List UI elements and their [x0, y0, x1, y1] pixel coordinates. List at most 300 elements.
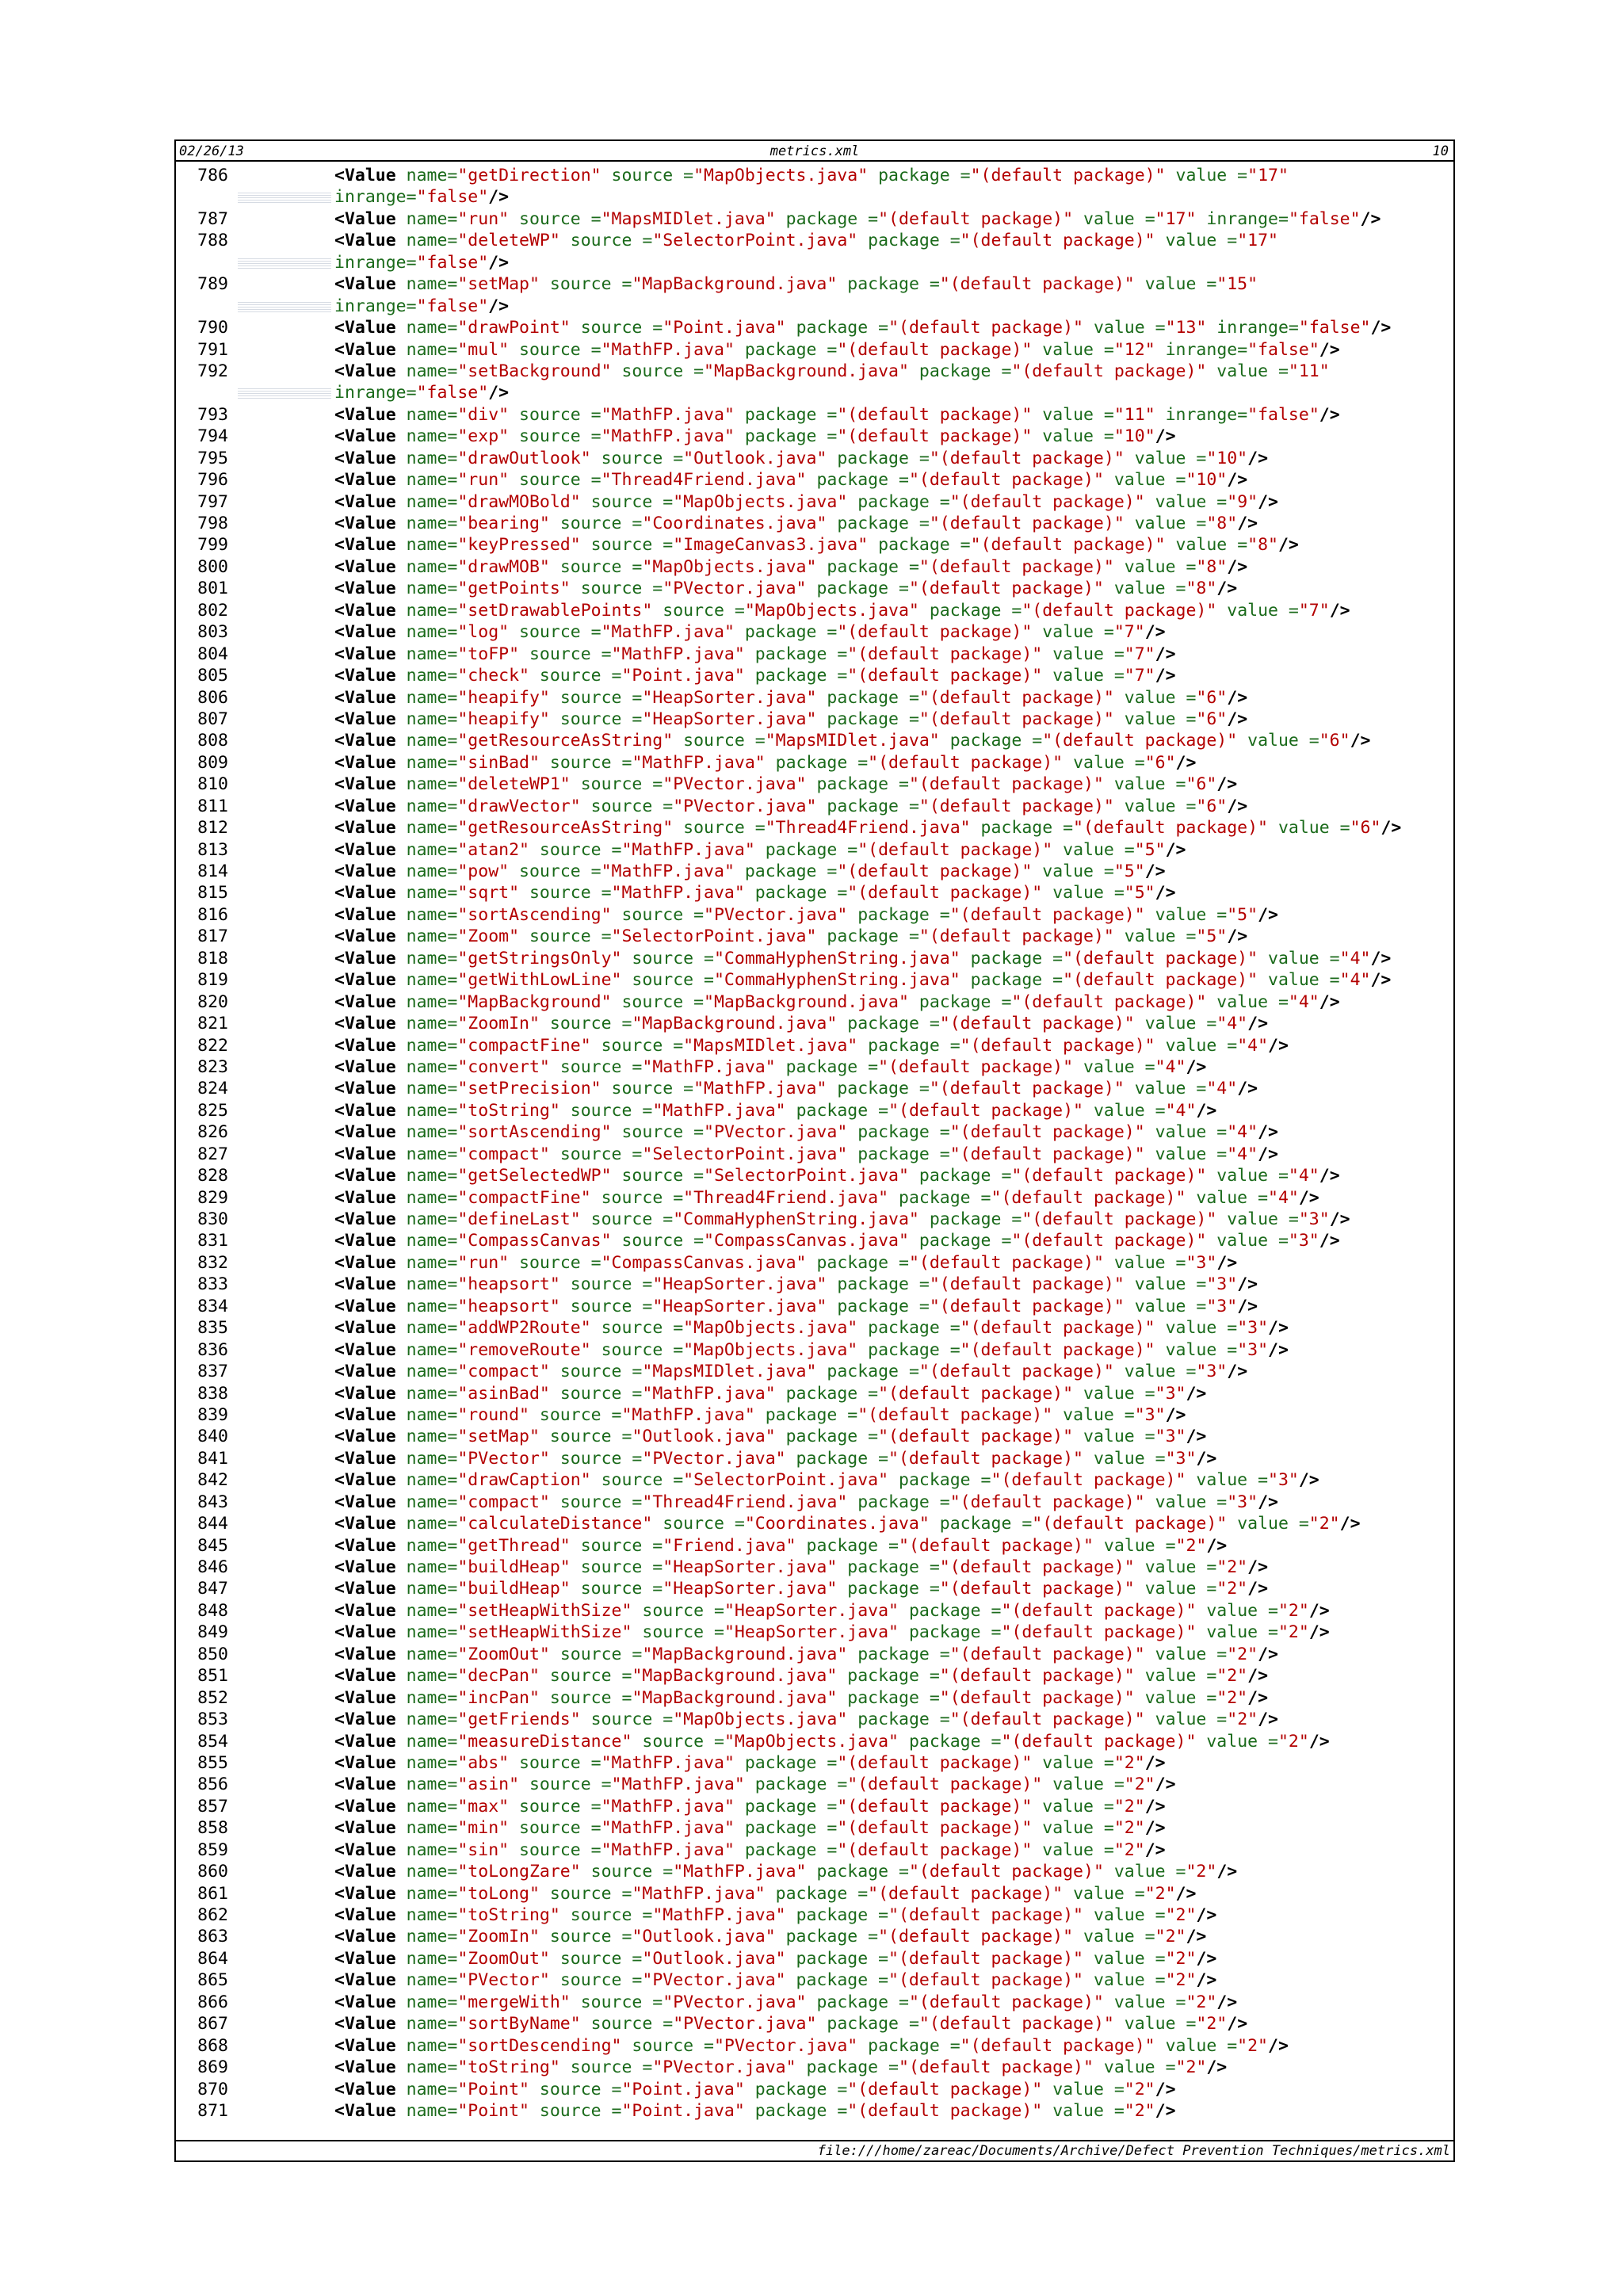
line-number: 868	[197, 2035, 228, 2056]
attr-value-package: "(default package)"	[1011, 361, 1207, 381]
line-content	[334, 361, 1330, 382]
print-date: 02/26/13	[179, 143, 244, 159]
attr-source: source =	[632, 948, 714, 968]
attr-value-source: "SelectorPoint.java"	[642, 1144, 848, 1164]
line-content	[334, 1644, 1278, 1665]
attr-value-name: "drawPoint"	[457, 318, 571, 338]
line-number: 860	[197, 1862, 228, 1882]
attr-value-name: "atan2"	[457, 839, 529, 860]
line-number: 854	[197, 1731, 228, 1752]
line-content	[334, 948, 1391, 969]
attr-name: name=	[406, 491, 458, 512]
attr-value: value =	[1083, 1383, 1155, 1404]
attr-value-value: "3"	[1206, 1274, 1238, 1295]
attr-name: name=	[406, 1122, 458, 1143]
attr-value-value: "2"	[1165, 1905, 1197, 1925]
line-content	[334, 1557, 1268, 1578]
attr-value-value: "2"	[1124, 2100, 1155, 2121]
line-content	[334, 296, 509, 317]
xml-tag: <Value	[334, 861, 396, 881]
xml-tag: <Value	[334, 579, 396, 599]
attr-value-source: "Outlook.java"	[683, 448, 827, 468]
xml-tag-close: />	[1308, 1600, 1330, 1621]
attr-source: source =	[580, 579, 663, 599]
attr-source: source =	[683, 818, 766, 839]
attr-inrange: inrange=	[334, 252, 417, 273]
attr-value-package: "(default package)"	[837, 861, 1033, 881]
line-number: 827	[197, 1144, 228, 1164]
attr-value-value: "12"	[1113, 339, 1155, 360]
attr-value: value =	[1063, 1404, 1135, 1425]
xml-tag: <Value	[334, 1557, 396, 1577]
code-line	[176, 948, 1453, 969]
attr-value: value =	[1124, 796, 1197, 816]
xml-tag-close: />	[1258, 1144, 1278, 1164]
attr-value-source: "Point.java"	[663, 318, 786, 338]
attr-value: value =	[1206, 1600, 1278, 1621]
attr-value-name: "run"	[457, 470, 510, 491]
attr-value-source: "PVector.java"	[713, 2035, 858, 2056]
attr-value: value =	[1144, 1666, 1217, 1687]
attr-source: source =	[519, 208, 601, 229]
code-line	[176, 1013, 1453, 1034]
attr-package: package =	[744, 1796, 838, 1817]
attr-package: package =	[929, 1209, 1022, 1229]
attr-package: package =	[970, 948, 1064, 968]
attr-value-value: "2"	[1144, 1883, 1176, 1904]
attr-value-source: "Outlook.java"	[642, 1948, 786, 1969]
attr-value-package: "(default package)"	[888, 1948, 1083, 1969]
attr-package: package =	[837, 1079, 930, 1099]
attr-value-value: "3"	[1186, 1252, 1217, 1273]
attr-value-package: "(default package)"	[929, 514, 1125, 533]
attr-package: package =	[744, 861, 838, 881]
attr-source: source =	[539, 2100, 622, 2121]
xml-tag-close: />	[1227, 926, 1248, 947]
attr-value-source: "MathFP.java"	[611, 883, 745, 904]
xml-tag: <Value	[334, 1339, 396, 1360]
xml-tag: <Value	[334, 1579, 396, 1599]
attr-source: source =	[549, 752, 632, 773]
attr-value-name: "div"	[457, 404, 510, 425]
attr-package: package =	[918, 1166, 1012, 1186]
line-number: 814	[197, 861, 228, 881]
attr-value: value =	[1216, 991, 1289, 1012]
xml-tag-close: />	[1308, 1622, 1330, 1643]
attr-name: name=	[406, 1296, 458, 1316]
line-number: 848	[197, 1600, 228, 1621]
line-number: 801	[197, 579, 228, 599]
code-line	[176, 426, 1453, 447]
code-line	[176, 2057, 1453, 2078]
attr-value: value =	[1247, 731, 1319, 751]
xml-tag-close: />	[1258, 1492, 1278, 1512]
attr-value: value =	[1103, 1535, 1176, 1556]
attr-source: source =	[663, 1514, 745, 1534]
attr-value-value: "4"	[1237, 1035, 1269, 1056]
line-number: 828	[197, 1166, 228, 1186]
attr-name: name=	[406, 1014, 458, 1034]
attr-value-value: "3"	[1155, 1427, 1186, 1447]
attr-value-value: "8"	[1206, 514, 1238, 533]
attr-package: package =	[754, 2079, 848, 2099]
attr-name: name=	[406, 1948, 458, 1969]
attr-value-source: "MathFP.java"	[642, 1383, 776, 1404]
attr-value-value: "6"	[1196, 796, 1228, 816]
attr-name: name=	[406, 1600, 458, 1621]
xml-tag-close: />	[1268, 2035, 1289, 2056]
code-line-continuation	[176, 296, 1453, 317]
attr-value-value: "10"	[1186, 470, 1228, 491]
attr-value-name: "buildHeap"	[457, 1557, 571, 1577]
attr-package: package =	[796, 318, 889, 338]
code-line	[176, 448, 1453, 469]
line-number: 857	[197, 1796, 228, 1817]
code-line	[176, 1796, 1453, 1817]
attr-value-name: "setHeapWithSize"	[457, 1600, 632, 1621]
xml-tag-close: />	[1196, 1100, 1217, 1121]
attr-name: name=	[406, 2100, 458, 2121]
attr-value-name: "asin"	[457, 1775, 520, 1795]
attr-value-value: "2"	[1186, 1862, 1217, 1882]
xml-tag-close: />	[1227, 709, 1248, 729]
attr-value-source: "MathFP.java"	[673, 1862, 807, 1882]
code-line	[176, 165, 1453, 186]
xml-tag-close: />	[1155, 644, 1176, 664]
attr-name: name=	[406, 1687, 458, 1708]
xml-tag: <Value	[334, 1600, 396, 1621]
attr-value-value: "2"	[1216, 1557, 1248, 1577]
attr-name: name=	[406, 1927, 458, 1947]
attr-value-source: "PVector.java"	[663, 774, 807, 795]
xml-tag-close: />	[1237, 1296, 1258, 1316]
xml-tag-close: />	[1206, 2057, 1228, 2078]
attr-value: value =	[1165, 231, 1238, 251]
attr-value-package: "(default package)"	[1063, 970, 1258, 991]
xml-tag-close: />	[1155, 666, 1176, 686]
attr-value-value: "5"	[1124, 883, 1155, 904]
attr-package: package =	[857, 1492, 950, 1512]
attr-value-inrange: "false"	[416, 187, 489, 208]
attr-value: value =	[1175, 535, 1248, 556]
attr-value: value =	[1206, 1731, 1278, 1752]
code-line	[176, 1078, 1453, 1099]
attr-name: name=	[406, 818, 458, 839]
attr-value-name: "setMap"	[457, 1427, 540, 1447]
attr-source: source =	[559, 709, 643, 729]
attr-value-package: "(default package)"	[878, 1056, 1074, 1077]
attr-value-name: "abs"	[457, 1752, 510, 1773]
xml-tag-close: />	[1227, 2014, 1248, 2034]
code-line	[176, 1578, 1453, 1599]
attr-name: name=	[406, 1622, 458, 1643]
line-content	[334, 2057, 1227, 2078]
attr-value-source: "PVector.java"	[673, 796, 817, 816]
attr-value-package: "(default package)"	[960, 1318, 1155, 1339]
attr-source: source =	[519, 1252, 601, 1273]
attr-value-package: "(default package)"	[837, 404, 1033, 425]
attr-package: package =	[796, 1448, 889, 1469]
attr-value-name: "incPan"	[457, 1687, 540, 1708]
attr-value-package: "(default package)"	[837, 1818, 1033, 1839]
attr-value: value =	[1052, 644, 1125, 664]
xml-tag-close: />	[1196, 1948, 1217, 1969]
xml-tag: <Value	[334, 491, 396, 512]
xml-tag-close: />	[1381, 818, 1402, 839]
xml-tag: <Value	[334, 1362, 396, 1382]
line-number: 811	[197, 796, 228, 816]
line-number: 820	[197, 991, 228, 1012]
attr-value-package: "(default package)"	[949, 1122, 1145, 1143]
attr-value-source: "SelectorPoint.java"	[683, 1470, 889, 1491]
attr-package: package =	[949, 731, 1043, 751]
attr-value-name: "drawMOB"	[457, 556, 550, 577]
attr-value: value =	[1155, 904, 1228, 925]
file-path: file:///home/zareac/Documents/Archive/Defect Prevention Techniques/metrics.xml	[817, 2143, 1450, 2159]
attr-source: source =	[590, 2014, 674, 2034]
xml-tag-close: />	[1155, 883, 1176, 904]
line-content	[334, 1774, 1176, 1795]
attr-value-name: "setPrecision"	[457, 1079, 601, 1099]
attr-value-source: "ImageCanvas3.java"	[673, 535, 869, 556]
line-content	[334, 1426, 1206, 1447]
attr-value-package: "(default package)"	[1042, 731, 1238, 751]
attr-value-package: "(default package)"	[939, 274, 1135, 295]
line-number: 796	[197, 470, 228, 491]
xml-tag: <Value	[334, 709, 396, 729]
attr-value-package: "(default package)"	[1032, 1514, 1228, 1534]
attr-name: name=	[406, 1318, 458, 1339]
line-number: 815	[197, 883, 228, 904]
xml-tag-close: />	[1360, 208, 1381, 229]
attr-source: source =	[621, 904, 705, 925]
attr-package: package =	[765, 839, 858, 860]
xml-tag: <Value	[334, 1948, 396, 1969]
code-line	[176, 317, 1453, 338]
attr-value-source: "MapObjects.java"	[673, 491, 848, 512]
line-content	[334, 1665, 1268, 1687]
attr-package: package =	[827, 796, 919, 816]
attr-package: package =	[754, 666, 848, 686]
line-number: 807	[197, 709, 228, 729]
attr-value-value: "2"	[1113, 1796, 1145, 1817]
attr-value-value: "7"	[1298, 600, 1330, 621]
code-line	[176, 1948, 1453, 1969]
attr-value-name: "drawCaption"	[457, 1470, 591, 1491]
attr-source: source =	[519, 426, 601, 447]
line-number: 812	[197, 818, 228, 839]
attr-value-source: "SelectorPoint.java"	[611, 926, 817, 947]
xml-tag: <Value	[334, 2100, 396, 2121]
attr-value-source: "MathFP.java"	[601, 426, 735, 447]
xml-tag-close: />	[1144, 1818, 1166, 1839]
xml-tag: <Value	[334, 318, 396, 338]
code-line	[176, 1709, 1453, 1730]
line-content	[334, 1296, 1258, 1317]
attr-source: source =	[549, 1014, 632, 1034]
line-content	[334, 186, 509, 208]
attr-value-name: "MapBackground"	[457, 991, 612, 1012]
xml-tag-close: />	[1258, 491, 1278, 512]
attr-value-source: "HeapSorter.java"	[642, 709, 817, 729]
code-line	[176, 1121, 1453, 1143]
attr-value: value =	[1165, 1339, 1238, 1360]
line-number: 837	[197, 1362, 228, 1382]
attr-value: value =	[1093, 1970, 1166, 1991]
attr-package: package =	[970, 970, 1064, 991]
attr-package: package =	[796, 1948, 889, 1969]
attr-source: source =	[519, 339, 601, 360]
xml-tag: <Value	[334, 731, 396, 751]
attr-value-source: "PVector.java"	[642, 1448, 786, 1469]
xml-tag: <Value	[334, 535, 396, 556]
attr-value-source: "HeapSorter.java"	[724, 1600, 899, 1621]
line-number: 823	[197, 1056, 228, 1077]
attr-value: value =	[1196, 1470, 1269, 1491]
attr-value-source: "Point.java"	[621, 666, 745, 686]
line-number: 842	[197, 1470, 228, 1491]
attr-name: name=	[406, 1796, 458, 1817]
line-number: 859	[197, 1839, 228, 1860]
attr-value-package: "(default package)"	[918, 1362, 1114, 1382]
attr-source: source =	[559, 1383, 643, 1404]
attr-value-package: "(default package)"	[929, 448, 1125, 468]
attr-package: package =	[857, 1710, 950, 1730]
attr-value-inrange: "false"	[416, 296, 489, 316]
attr-value-value: "17"	[1237, 231, 1278, 251]
code-line	[176, 404, 1453, 426]
attr-value-value: "4"	[1155, 1056, 1186, 1077]
line-content	[334, 644, 1176, 665]
line-content	[334, 1448, 1216, 1469]
attr-value-name: "getSelectedWP"	[457, 1166, 612, 1186]
attr-source: source =	[559, 1362, 643, 1382]
attr-value-name: "setHeapWithSize"	[457, 1622, 632, 1643]
xml-tag-close: />	[1298, 1470, 1319, 1491]
code-line	[176, 1665, 1453, 1687]
attr-package: package =	[847, 1579, 940, 1599]
attr-value-package: "(default package)"	[1001, 1731, 1197, 1752]
code-line	[176, 469, 1453, 491]
line-content	[334, 1904, 1216, 1926]
attr-value-source: "MapBackground.java"	[632, 1014, 838, 1034]
code-line	[176, 644, 1453, 665]
code-line	[176, 926, 1453, 947]
attr-value-value: "2"	[1124, 1775, 1155, 1795]
xml-tag-close: />	[1268, 1339, 1289, 1360]
line-content	[334, 1926, 1206, 1947]
attr-package: package =	[754, 2100, 848, 2121]
xml-tag-close: />	[1227, 796, 1248, 816]
attr-inrange: inrange=	[1206, 208, 1289, 229]
attr-package: package =	[785, 1927, 879, 1947]
attr-package: package =	[837, 1274, 930, 1295]
code-line	[176, 1492, 1453, 1513]
attr-value: value =	[1083, 1056, 1155, 1077]
attr-source: source =	[570, 1905, 653, 1925]
attr-source: source =	[621, 361, 705, 381]
xml-tag-close: />	[1247, 1557, 1269, 1577]
attr-value: value =	[1124, 926, 1197, 947]
attr-value-name: "ZoomOut"	[457, 1948, 550, 1969]
attr-source: source =	[559, 556, 643, 577]
attr-source: source =	[590, 796, 674, 816]
attr-value-source: "Thread4Friend.java"	[642, 1492, 848, 1512]
attr-value: value =	[1134, 1079, 1207, 1099]
attr-name: name=	[406, 752, 458, 773]
line-content	[334, 600, 1350, 621]
attr-value-package: "(default package)"	[991, 1470, 1186, 1491]
attr-value-source: "PVector.java"	[652, 2057, 796, 2078]
xml-tag: <Value	[334, 1905, 396, 1925]
xml-tag-close: />	[1319, 991, 1340, 1012]
attr-source: source =	[580, 1992, 663, 2012]
attr-value-package: "(default package)"	[918, 796, 1114, 816]
xml-tag-close: />	[1155, 2079, 1176, 2099]
code-line	[176, 1904, 1453, 1926]
attr-value-value: "10"	[1113, 426, 1155, 447]
attr-value-value: "11"	[1113, 404, 1155, 425]
attr-value-source: "MathFP.java"	[693, 1079, 827, 1099]
xml-tag-close: />	[1196, 1970, 1217, 1991]
line-number: 834	[197, 1296, 228, 1316]
code-line	[176, 1926, 1453, 1947]
attr-value: value =	[1155, 491, 1228, 512]
attr-source: source =	[580, 1557, 663, 1577]
line-content	[334, 1230, 1340, 1251]
attr-value-source: "PVector.java"	[704, 1122, 848, 1143]
attr-name: name=	[406, 1905, 458, 1925]
line-content	[334, 1622, 1330, 1643]
xml-tag: <Value	[334, 1144, 396, 1164]
attr-value-value: "3"	[1165, 1448, 1197, 1469]
code-line	[176, 1339, 1453, 1361]
attr-value-package: "(default package)"	[847, 2079, 1043, 2099]
code-line	[176, 817, 1453, 839]
attr-package: package =	[775, 752, 869, 773]
wrap-marker	[238, 300, 331, 313]
code-line	[176, 1861, 1453, 1882]
line-content	[334, 1209, 1350, 1230]
attr-name: name=	[406, 208, 458, 229]
line-content	[334, 2079, 1176, 2100]
xml-tag: <Value	[334, 208, 396, 229]
attr-value-package: "(default package)"	[888, 1905, 1084, 1925]
attr-value-source: "Coordinates.java"	[642, 514, 827, 533]
attr-source: source =	[549, 1883, 632, 1904]
xml-tag-close: />	[1186, 1056, 1207, 1077]
code-line	[176, 1839, 1453, 1861]
xml-tag: <Value	[334, 339, 396, 360]
attr-package: package =	[847, 1687, 940, 1708]
attr-value: value =	[1175, 166, 1248, 185]
line-number: 792	[197, 361, 228, 381]
attr-name: name=	[406, 1992, 458, 2012]
attr-value-name: "sortAscending"	[457, 904, 612, 925]
line-number: 855	[197, 1752, 228, 1773]
attr-value-package: "(default package)"	[949, 904, 1145, 925]
attr-value: value =	[1155, 1492, 1228, 1512]
code-line	[176, 796, 1453, 817]
line-number: 790	[197, 318, 228, 338]
attr-value-package: "(default package)"	[960, 1035, 1155, 1056]
xml-tag-close: />	[1329, 1209, 1350, 1229]
attr-value-value: "2"	[1113, 1818, 1145, 1839]
attr-source: source =	[539, 839, 622, 860]
attr-name: name=	[406, 231, 458, 251]
attr-value: value =	[1134, 514, 1207, 533]
attr-value-package: "(default package)"	[960, 2035, 1155, 2056]
